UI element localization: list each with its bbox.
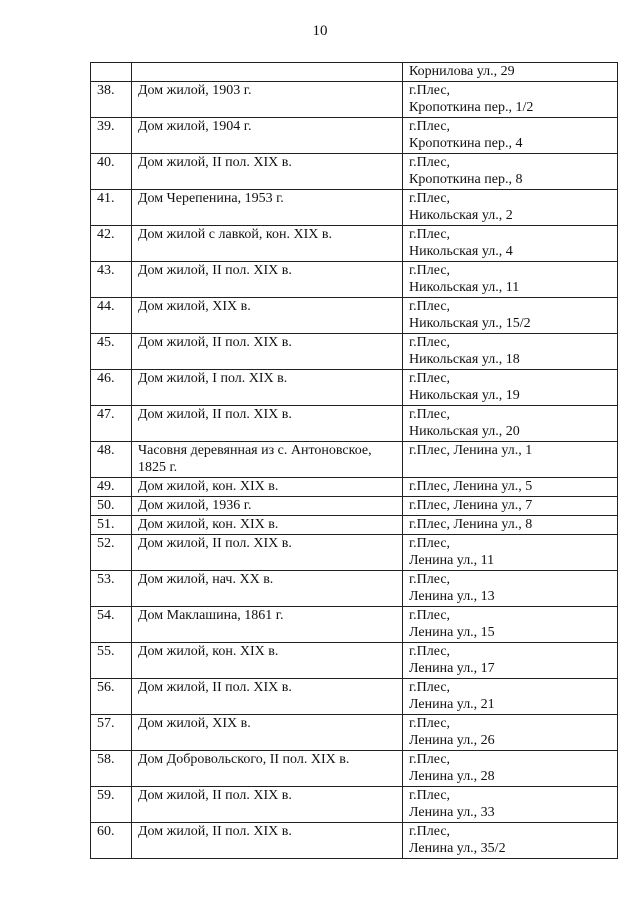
row-address-cell <box>403 442 618 478</box>
table-row <box>91 535 618 571</box>
address-line: г.Плес, <box>409 407 451 422</box>
table-row <box>91 370 618 406</box>
row-number-cell: 38. <box>91 82 132 118</box>
row-name-cell: Дом жилой с лавкой, кон. XIX в. <box>132 226 403 262</box>
table-row <box>91 643 618 679</box>
monuments-table-body <box>91 63 618 859</box>
row-number-cell: 57. <box>91 715 132 751</box>
address-line: Ленина ул., 35/2 <box>409 841 506 856</box>
table-row <box>91 571 618 607</box>
address-line: г.Плес, <box>409 788 451 803</box>
address-line: Ленина ул., 17 <box>409 661 495 676</box>
row-number-cell: 48. <box>91 442 132 478</box>
table-row <box>91 154 618 190</box>
address-line: г.Плес, Ленина ул., 7 <box>409 498 533 513</box>
row-number-cell: 42. <box>91 226 132 262</box>
row-address-cell <box>403 478 618 497</box>
address-line: Ленина ул., 21 <box>409 697 495 712</box>
row-number-cell: 58. <box>91 751 132 787</box>
table-row <box>91 298 618 334</box>
table-row-continuation <box>91 63 618 82</box>
row-name-cell: Дом жилой, II пол. XIX в. <box>132 406 403 442</box>
address-line: Никольская ул., 18 <box>409 352 520 367</box>
row-address-cell <box>403 715 618 751</box>
address-line: г.Плес, <box>409 752 451 767</box>
row-address-cell <box>403 516 618 535</box>
table-row <box>91 715 618 751</box>
row-name-cell: Часовня деревянная из с. Антоновское, 1825 г. <box>132 442 403 478</box>
row-address-cell <box>403 190 618 226</box>
row-address-cell <box>403 154 618 190</box>
row-address-cell <box>403 497 618 516</box>
address-line: Никольская ул., 2 <box>409 208 513 223</box>
table-row <box>91 823 618 859</box>
row-address-cell <box>403 226 618 262</box>
row-address-cell <box>403 262 618 298</box>
address-line: Ленина ул., 28 <box>409 769 495 784</box>
address-line: г.Плес, Ленина ул., 8 <box>409 517 533 532</box>
row-number-cell: 55. <box>91 643 132 679</box>
table-row <box>91 118 618 154</box>
row-number-cell: 53. <box>91 571 132 607</box>
row-address-cell <box>403 751 618 787</box>
row-name-cell: Дом жилой, II пол. XIX в. <box>132 823 403 859</box>
table-row <box>91 751 618 787</box>
address-line: г.Плес, <box>409 119 451 134</box>
address-line: г.Плес, <box>409 191 451 206</box>
row-number-cell: 45. <box>91 334 132 370</box>
row-name-cell: Дом жилой, кон. XIX в. <box>132 516 403 535</box>
row-number-cell: 41. <box>91 190 132 226</box>
row-address-cell <box>403 571 618 607</box>
row-name-cell: Дом жилой, 1903 г. <box>132 82 403 118</box>
table-row <box>91 679 618 715</box>
row-name-cell: Дом жилой, II пол. XIX в. <box>132 679 403 715</box>
table-row <box>91 262 618 298</box>
table-row <box>91 406 618 442</box>
row-name-cell: Дом жилой, II пол. XIX в. <box>132 334 403 370</box>
row-number-cell: 52. <box>91 535 132 571</box>
address-line: Никольская ул., 20 <box>409 424 520 439</box>
row-name-cell: Дом Черепенина, 1953 г. <box>132 190 403 226</box>
address-line: Кропоткина пер., 8 <box>409 172 523 187</box>
address-line: г.Плес, <box>409 608 451 623</box>
table-row <box>91 82 618 118</box>
row-name-cell: Дом жилой, I пол. XIX в. <box>132 370 403 406</box>
table-row <box>91 787 618 823</box>
address-line: г.Плес, <box>409 299 451 314</box>
address-line: г.Плес, Ленина ул., 1 <box>409 443 533 458</box>
row-address-cell <box>403 607 618 643</box>
row-address-cell <box>403 118 618 154</box>
table-row <box>91 334 618 370</box>
row-address-cell <box>403 787 618 823</box>
address-line: г.Плес, Ленина ул., 5 <box>409 479 533 494</box>
table-row <box>91 478 618 497</box>
address-line: г.Плес, <box>409 335 451 350</box>
row-number-cell: 44. <box>91 298 132 334</box>
address-line: г.Плес, <box>409 644 451 659</box>
address-line: г.Плес, <box>409 716 451 731</box>
address-line: Ленина ул., 13 <box>409 589 495 604</box>
row-number-cell: 50. <box>91 497 132 516</box>
row-address-cell <box>403 535 618 571</box>
address-line: Никольская ул., 19 <box>409 388 520 403</box>
row-name-cell: Дом Маклашина, 1861 г. <box>132 607 403 643</box>
table-row <box>91 226 618 262</box>
address-line: г.Плес, <box>409 227 451 242</box>
row-name-cell: Дом жилой, XIX в. <box>132 715 403 751</box>
address-line: Никольская ул., 4 <box>409 244 513 259</box>
row-address-cell <box>403 370 618 406</box>
page-number: 10 <box>312 23 328 39</box>
row-name-cell: Дом жилой, 1936 г. <box>132 497 403 516</box>
row-name-cell: Дом Добровольского, II пол. XIX в. <box>132 751 403 787</box>
row-name-cell: Дом жилой, II пол. XIX в. <box>132 154 403 190</box>
row-number-cell: 59. <box>91 787 132 823</box>
row-name-cell: Дом жилой, II пол. XIX в. <box>132 262 403 298</box>
row-number-cell: 39. <box>91 118 132 154</box>
row-address-cell <box>403 823 618 859</box>
row-address-cell <box>403 298 618 334</box>
monuments-table <box>90 62 618 859</box>
table-row <box>91 190 618 226</box>
table-row <box>91 497 618 516</box>
row-number-cell: 60. <box>91 823 132 859</box>
table-row <box>91 442 618 478</box>
row-name-cell: Дом жилой, XIX в. <box>132 298 403 334</box>
row-number-cell: 46. <box>91 370 132 406</box>
row-name-cell: Дом жилой, кон. XIX в. <box>132 478 403 497</box>
address-line: Кропоткина пер., 1/2 <box>409 100 534 115</box>
address-line: г.Плес, <box>409 371 451 386</box>
address-line: г.Плес, <box>409 83 451 98</box>
row-name-cell: Дом жилой, 1904 г. <box>132 118 403 154</box>
row-address-cell <box>403 334 618 370</box>
row-name-cell: Дом жилой, II пол. XIX в. <box>132 535 403 571</box>
address-line: г.Плес, <box>409 824 451 839</box>
address-line: Корнилова ул., 29 <box>409 64 515 79</box>
row-address-cell <box>403 679 618 715</box>
row-name-cell: Дом жилой, кон. XIX в. <box>132 643 403 679</box>
table-row <box>91 516 618 535</box>
address-line: г.Плес, <box>409 155 451 170</box>
address-line: Ленина ул., 26 <box>409 733 495 748</box>
row-name-cell: Дом жилой, нач. XX в. <box>132 571 403 607</box>
address-line: Кропоткина пер., 4 <box>409 136 523 151</box>
address-line: Ленина ул., 11 <box>409 553 495 568</box>
row-address-cell <box>403 63 618 82</box>
address-line: Ленина ул., 33 <box>409 805 495 820</box>
table-row <box>91 607 618 643</box>
address-line: Никольская ул., 15/2 <box>409 316 531 331</box>
row-number-cell: 40. <box>91 154 132 190</box>
address-line: г.Плес, <box>409 572 451 587</box>
row-number-cell: 56. <box>91 679 132 715</box>
address-line: Никольская ул., 11 <box>409 280 520 295</box>
row-number-cell: 49. <box>91 478 132 497</box>
address-line: г.Плес, <box>409 263 451 278</box>
row-number-cell: 51. <box>91 516 132 535</box>
row-number-cell: 43. <box>91 262 132 298</box>
row-address-cell <box>403 406 618 442</box>
row-address-cell <box>403 82 618 118</box>
row-name-cell <box>132 63 403 82</box>
address-line: г.Плес, <box>409 680 451 695</box>
row-name-cell: Дом жилой, II пол. XIX в. <box>132 787 403 823</box>
row-number-cell <box>91 63 132 82</box>
row-address-cell <box>403 643 618 679</box>
row-number-cell: 54. <box>91 607 132 643</box>
address-line: Ленина ул., 15 <box>409 625 495 640</box>
address-line: г.Плес, <box>409 536 451 551</box>
row-number-cell: 47. <box>91 406 132 442</box>
